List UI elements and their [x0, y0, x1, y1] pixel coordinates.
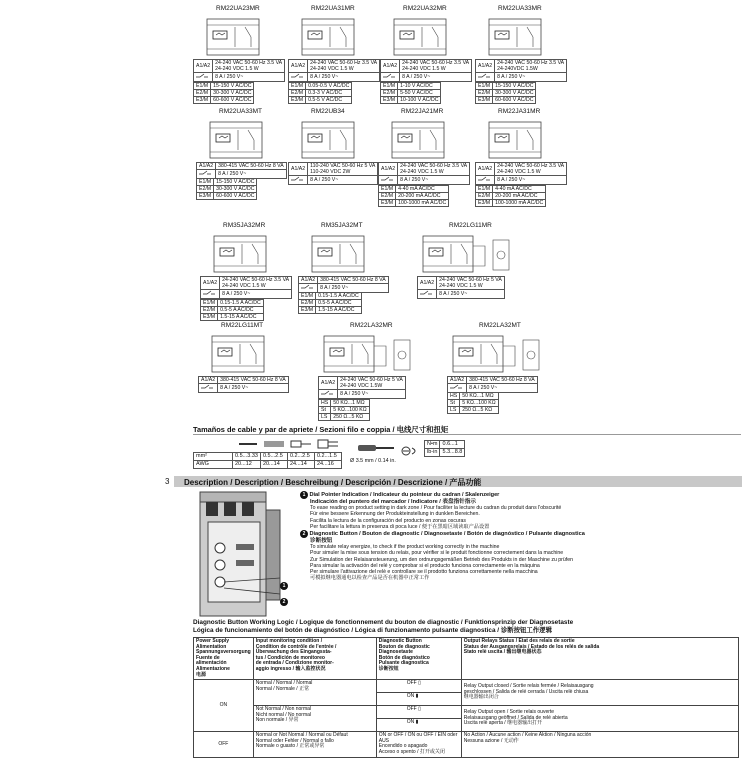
spec-value — [437, 290, 505, 299]
range-value: 100-1000 mA AC/DC — [396, 200, 449, 207]
desc-item-2-line-1: 诊断按钮 — [310, 538, 333, 544]
spec-key: A1/A2 — [381, 60, 400, 73]
diag-out-closed: Relay Output closed / Sortie relais fermée / Relaisausgang geschlossen / Salida de relé cerrada / Uscita relè chiusa 继电器输出闭合 — [461, 680, 738, 706]
range-value: 60-600 V AC/DC — [493, 97, 536, 104]
section-3-band — [165, 476, 742, 487]
range-key: E1/M — [476, 83, 493, 90]
range-key: HS — [448, 393, 460, 400]
desc-item-2-line-6: Per simulare l'attivazione del relè e controllare se il prodotto funziona correttamente nella macchina — [310, 569, 538, 576]
cable-awg-1: 20...14 — [260, 461, 287, 469]
range-table — [298, 292, 362, 314]
range-value: 60-600 V AC/DC — [211, 97, 254, 104]
contact-icon — [418, 290, 437, 299]
spec-value-line: 8 A / 250 V~ — [497, 177, 526, 183]
callout-1: 1 — [280, 574, 288, 592]
module-title: RM22LA32MR — [350, 322, 393, 329]
range-value: 250 Ω...5 KΩ — [460, 407, 498, 414]
spec-value — [400, 73, 472, 82]
contact-icon — [319, 390, 338, 399]
wiring-schematic — [298, 230, 380, 278]
section-3-title: Description / Description / Beschreibung / Descripción / Descrizione / 产品功能 — [184, 478, 482, 487]
spec-table — [298, 276, 389, 293]
torque-lbin-unit: lb-in — [425, 449, 440, 457]
spec-value — [495, 60, 567, 73]
desc-item-2-line-5: Para simular la activación del relé y comprobar si el producto funciona correctamente en la máquina — [310, 562, 540, 569]
range-key: E2/M — [476, 90, 493, 97]
contact-icon — [201, 290, 220, 299]
range-key: E1/M — [299, 293, 316, 300]
spec-table — [318, 376, 406, 399]
spec-value-line: 8 A / 250 V~ — [402, 74, 431, 80]
range-key: St — [319, 407, 331, 414]
diag-cond-notnormal: Not Normal / Non normal Nicht normal / No normal Non normale / 异常 — [253, 706, 376, 732]
toggle-on-icon: ▮ — [415, 693, 419, 700]
cable-table — [193, 452, 342, 469]
range-value: 5 KΩ...100 KΩ — [460, 400, 498, 407]
range-value: 0.5-5 V AC/DC — [306, 97, 352, 104]
diag-title-line-1: Diagnostic Button Working Logic / Logique de fonctionnement du bouton de diagnostic / Funktionsprinzip der Diagnosetaste — [193, 619, 574, 626]
spec-value — [220, 290, 292, 299]
desc-item-1-line-1: Indicación del puntero del marcador / Indicatore / 表盘指针指示 — [310, 499, 476, 505]
range-key: E3/M — [476, 200, 493, 207]
desc-item-2-line-2: To simulate relay energize, to check if the product working correctly in the machine — [310, 544, 500, 551]
range-table — [447, 392, 499, 414]
spec-value-line: 8 A / 250 V~ — [400, 177, 429, 183]
diag-btn-any: ON or OFF / ON ou OFF / EIN oder AUS Encendido o apagado Acceso o spento / 打开或关闭 — [376, 732, 461, 757]
range-value: 20-200 mA AC/DC — [396, 193, 449, 200]
spec-key: A1/A2 — [197, 163, 216, 170]
spec-value-line: 380-415 VAC 50-60 Hz 8 VA — [218, 163, 284, 169]
range-value: 50 KΩ...1 MΩ — [331, 400, 369, 407]
spec-value-line: 24-240 VAC 50-60 Hz 3.5 VA — [222, 277, 290, 283]
spec-table — [447, 376, 538, 393]
range-key: E2/M — [476, 193, 493, 200]
range-value: 60-600 V AC/DC — [214, 193, 257, 200]
spec-table — [198, 376, 289, 393]
spec-value-line-2: 24-240 VDC 1.5 W — [439, 283, 483, 289]
diag-btn-2 — [376, 706, 461, 719]
spec-key: A1/A2 — [448, 377, 467, 384]
spec-value — [213, 73, 285, 82]
spec-value-line: 24-240 VAC 50-60 Hz 3.5 VA — [497, 163, 565, 169]
diag-table — [193, 637, 739, 758]
diag-btn-1-label: ON — [406, 693, 415, 700]
spec-value-line: 8 A / 250 V~ — [222, 291, 251, 297]
relay-product-illustration — [194, 490, 286, 618]
range-value: 0.15-1.5 A AC/DC — [316, 293, 362, 300]
cable-awg-3: 24...16 — [314, 461, 341, 469]
diag-out-none: No Action / Aucune action / Keine Aktion / Ninguna acción Nessuna azione / 无动作 — [461, 732, 738, 757]
range-value: 15-150 V AC/DC — [493, 83, 536, 90]
diag-btn-0-label: OFF — [406, 680, 417, 687]
range-value: 20-200 mA AC/DC — [493, 193, 546, 200]
range-value: 4-40 mA AC/DC — [493, 186, 546, 193]
spec-value-line: 8 A / 250 V~ — [469, 385, 498, 391]
desc-item-1-line-2: To ease reading on product setting in dark zone / Pour faciliter la lecture du cadran du produit dans l'obscurité — [310, 505, 562, 512]
range-value: 30-300 V AC/DC — [211, 90, 254, 97]
spec-value-line: 24-240 VAC 50-60 Hz 3.5 VA — [215, 60, 283, 66]
cable-icons — [235, 437, 343, 451]
spec-key: A1/A2 — [289, 163, 308, 176]
range-table — [318, 399, 370, 421]
cable-mm2-2: 0.2...2.5 — [287, 453, 314, 461]
wiring-schematic — [475, 13, 557, 61]
wiring-schematic — [288, 116, 370, 164]
diag-btn-3 — [376, 719, 461, 732]
spec-value-line-2: 24-240 VDC 1.5 W — [497, 169, 541, 175]
range-value: 5-50 V AC/DC — [398, 90, 441, 97]
wiring-schematic — [196, 116, 278, 164]
desc-item-2 — [300, 530, 585, 581]
range-value: 50 KΩ...1 MΩ — [460, 393, 498, 400]
range-table — [196, 178, 257, 200]
cable-unit-awg: AWG — [194, 461, 233, 469]
spec-value-line: 24-240 VAC 50-60 Hz 5 VA — [340, 377, 403, 383]
diag-power-off: OFF — [194, 732, 254, 757]
spec-value — [338, 377, 406, 390]
desc-item-1-line-5: Per facilitare la lettura in presenza di poca luce / 便于在黑暗区域读取产品设置 — [310, 523, 490, 530]
contact-icon — [476, 176, 495, 185]
range-key: E2/M — [194, 90, 211, 97]
spec-value — [437, 277, 505, 290]
wiring-schematic — [198, 330, 280, 378]
cable-unit-mm2: mm² — [194, 453, 233, 461]
range-value: 0.5-5 A AC/DC — [316, 300, 362, 307]
range-value: 0.5-5 A AC/DC — [218, 307, 264, 314]
spec-value — [213, 60, 285, 73]
torque-nm-unit: N•m — [425, 441, 440, 449]
spec-table — [196, 162, 287, 179]
ferrule-icon — [291, 441, 311, 447]
range-key: HS — [319, 400, 331, 407]
spec-key: A1/A2 — [289, 60, 308, 73]
range-value: 0.3-3 V AC/DC — [306, 90, 352, 97]
terminal-screw-icon — [400, 446, 420, 456]
desc-item-2-line-4: Zur Simulation der Relaisansteuerung, um den ordnungsgemäßen Betrieb des Produkts in der Maschine zu prüfen — [310, 556, 573, 563]
spec-key: A1/A2 — [418, 277, 437, 290]
range-key: LS — [319, 414, 331, 421]
contact-icon — [381, 73, 400, 82]
spec-value — [218, 384, 289, 393]
cable-mm2-0: 0.5...3.33 — [233, 453, 261, 461]
range-key: E3/M — [197, 193, 214, 200]
contact-icon — [199, 384, 218, 393]
spec-value-line-2: 24-240 VDC 1.5 W — [222, 283, 266, 289]
spec-value — [308, 163, 378, 176]
spec-key: A1/A2 — [194, 60, 213, 73]
diag-power-on: ON — [194, 680, 254, 732]
spec-value — [308, 73, 380, 82]
range-table — [200, 299, 264, 321]
spec-value-line: 24-240 VAC 50-60 Hz 5 VA — [439, 277, 502, 283]
spec-table — [417, 276, 505, 299]
diag-btn-1 — [376, 693, 461, 706]
range-key: E3/M — [289, 97, 306, 104]
range-key: St — [448, 400, 460, 407]
spec-value-line: 8 A / 250 V~ — [439, 291, 468, 297]
range-key: E2/M — [201, 307, 218, 314]
range-value: 100-1000 mA AC/DC — [493, 200, 546, 207]
desc-item-1-number: 1 — [300, 491, 308, 499]
diag-out-open: Relay Output open / Sortie relais ouverte Relaisausgang geöffnet / Salida de relé abierta Uscita relè aperta / 继电器输出打开 — [461, 706, 738, 732]
spec-table — [378, 162, 470, 185]
range-key: E3/M — [379, 200, 396, 207]
range-key: LS — [448, 407, 460, 414]
spec-key: A1/A2 — [319, 377, 338, 390]
toggle-off-icon: ▯ — [418, 680, 421, 687]
range-table — [378, 185, 449, 207]
range-value: 1-10 V AC/DC — [398, 83, 441, 90]
range-key: E2/M — [381, 90, 398, 97]
range-value: 1.5-15 A AC/DC — [316, 307, 362, 314]
range-value: 250 Ω...5 KΩ — [331, 414, 369, 421]
range-key: E3/M — [299, 307, 316, 314]
range-key: E3/M — [476, 97, 493, 104]
wiring-schematic — [447, 330, 547, 378]
module-title: RM22LG11MR — [449, 222, 492, 229]
module-title: RM22UA32MR — [403, 5, 447, 12]
range-key: E3/M — [194, 97, 211, 104]
spec-value-line: 110-240 VAC 50-60 Hz 5 VA — [310, 163, 376, 169]
range-value: 30-300 V AC/DC — [214, 186, 257, 193]
spec-key: A1/A2 — [201, 277, 220, 290]
range-value: 4-40 mA AC/DC — [396, 186, 449, 193]
range-table — [475, 82, 536, 104]
spec-value — [218, 377, 289, 384]
range-table — [288, 82, 352, 104]
cable-divider — [193, 434, 741, 435]
wiring-schematic — [380, 13, 462, 61]
wiring-schematic — [475, 116, 557, 164]
contact-icon — [379, 176, 398, 185]
diag-header-output: Output Relays Status / Etat des relais de sortie Status der Ausgangsrelais / Estado de los relés de salida Stato relè uscita / 输出继电器状态 — [461, 638, 738, 680]
spec-value-line: 8 A / 250 V~ — [310, 74, 339, 80]
range-key: E2/M — [197, 186, 214, 193]
spec-value-line-2: 24-240 VDC 1.5 W — [400, 169, 444, 175]
range-table — [475, 185, 546, 207]
module-title: RM22UA23MR — [216, 5, 260, 12]
diag-btn-2-label: OFF — [406, 706, 417, 713]
spec-value — [308, 176, 378, 185]
diag-header-input: Input monitoring condition / Condition de contrôle de l'entrée / Überwachung des Eingangssta- tus / Condición de monitoreo de entrada / Condizione monitor- aggio ingresso / 输入监控状况 — [253, 638, 376, 680]
torque-table — [424, 440, 465, 457]
spec-value — [220, 277, 292, 290]
range-key: E1/M — [194, 83, 211, 90]
screwdriver-size: Ø 3.5 mm / 0.14 in. — [350, 458, 396, 464]
toggle-off-icon: ▯ — [418, 706, 421, 713]
module-title: RM22LG11MT — [221, 322, 264, 329]
spec-key: A1/A2 — [199, 377, 218, 384]
module-title: RM22JA21MR — [401, 108, 444, 115]
wiring-schematic — [288, 13, 370, 61]
module-title: RM35JA32MR — [223, 222, 266, 229]
range-key: E3/M — [201, 314, 218, 321]
range-table — [193, 82, 254, 104]
desc-item-1-line-4: Facilita la lectura de la configuración del producto en zonas oscuras — [310, 517, 467, 524]
spec-value-line: 24-240 VAC 50-60 Hz 3.5 VA — [310, 60, 378, 66]
contact-icon — [476, 73, 495, 82]
range-key: E2/M — [289, 90, 306, 97]
spec-value — [338, 390, 406, 399]
range-value: 30-300 V AC/DC — [493, 90, 536, 97]
callout-2: 2 — [280, 590, 288, 608]
cable-mm2-1: 0.5...2.5 — [260, 453, 287, 461]
spec-value — [398, 163, 470, 176]
diag-title-line-2: Lógica de funcionamiento del botón de diagnóstico / Lógica di funzionamento pulsante diagnostica / 诊断按钮工作逻辑 — [193, 627, 552, 634]
range-value: 5 KΩ...100 KΩ — [331, 407, 369, 414]
spec-value-line: 24-240 VAC 50-60 Hz 3.5 VA — [402, 60, 470, 66]
spec-table — [380, 59, 472, 82]
spec-value-line-2: 24-240 VDC 1.5 W — [402, 66, 446, 72]
spec-value-line: 380-415 VAC 50-60 Hz 8 VA — [320, 277, 386, 283]
diag-header-power: Power Supply Alimentation Spannungsversorgung Fuente de alimentación Alimentazione 电源 — [194, 638, 254, 680]
desc-item-2-line-0: Diagnostic Button / Bouton de diagnostic / Diagnosetaste / Botón de diagnóstico / Pulsante diagnostica — [309, 531, 585, 537]
spec-value-line: 380-415 VAC 50-60 Hz 8 VA — [469, 377, 535, 383]
spec-value-line: 8 A / 250 V~ — [218, 171, 247, 177]
desc-item-1 — [300, 491, 561, 530]
wiring-schematic — [200, 230, 282, 278]
spec-value — [318, 277, 389, 284]
section-number: 3 — [165, 477, 170, 486]
range-value: 0.05-0.5 V AC/DC — [306, 83, 352, 90]
module-title: RM22UA31MR — [311, 5, 355, 12]
diag-btn-3-label: ON — [406, 719, 415, 726]
spec-value-line: 24-240 VAC 50-60 Hz 3.5 VA — [400, 163, 468, 169]
range-key: E2/M — [379, 193, 396, 200]
double-ferrule-icon — [318, 440, 338, 448]
wiring-schematic — [417, 230, 517, 278]
spec-key: A1/A2 — [299, 277, 318, 284]
spec-value-line: 24-240 VAC 50-60 Hz 3.5 VA — [497, 60, 565, 66]
spec-value-line-2: 24-240VDC 1.5W — [497, 66, 538, 72]
cable-title: Tamaños de cable y par de apriete / Sezioni filo e coppia / 电线尺寸和扭矩 — [193, 425, 449, 434]
module-title: RM22UA33MR — [498, 5, 542, 12]
cable-mm2-3: 0.2...1.5 — [314, 453, 341, 461]
range-key: E1/M — [381, 83, 398, 90]
toggle-on-icon: ▮ — [415, 719, 419, 726]
spec-value — [495, 163, 567, 176]
diag-title — [193, 619, 573, 635]
spec-value — [216, 163, 287, 170]
spec-value-line: 8 A / 250 V~ — [497, 74, 526, 80]
module-title: RM35JA32MT — [321, 222, 363, 229]
range-value: 10-100 V AC/DC — [398, 97, 441, 104]
spec-value-line-2: 24-240 VDC 1.5W — [340, 383, 383, 389]
spec-key: A1/A2 — [379, 163, 398, 176]
spec-value-line: 8 A / 250 V~ — [220, 385, 249, 391]
desc-item-1-line-0: Dial Pointer Indication / Indicateur du pointeur du cadran / Skalenzeiger — [309, 492, 500, 498]
spec-key: A1/A2 — [476, 60, 495, 73]
spec-value — [467, 377, 538, 384]
spec-table — [475, 162, 567, 185]
wiring-schematic — [193, 13, 275, 61]
spec-value — [308, 60, 380, 73]
spec-value-line-2: 24-240 VDC 1.5 W — [215, 66, 259, 72]
range-key: E1/M — [379, 186, 396, 193]
desc-item-1-line-3: Für eine bessere Erkennung der Produkteinstellung in dunklen Bereichen. — [310, 511, 480, 518]
spec-value — [495, 176, 567, 185]
module-title: RM22LA32MT — [479, 322, 521, 329]
contact-icon — [289, 73, 308, 82]
spec-value-line: 8 A / 250 V~ — [310, 177, 339, 183]
stranded-wire-icon — [264, 442, 284, 446]
torque-nm-value: 0.6...1 — [440, 441, 465, 449]
diag-cond-normal: Normal / Normal / Normal Normal / Normale / 正常 — [253, 680, 376, 706]
desc-item-2-number: 2 — [300, 530, 308, 538]
desc-item-2-line-3: Pour simuler la mise sous tension du relais, pour vérifier si le produit fonctionne correctement dans la machine — [310, 550, 564, 557]
wiring-schematic — [318, 330, 418, 378]
module-title: RM22JA31MR — [498, 108, 541, 115]
spec-value-line-2: 24-240 VDC 1.5 W — [310, 66, 354, 72]
diag-cond-any: Normal or Not Normal / Normal ou Défaut Normal oder Fehler / Normal o fallo Normale o guasto / 正常或异常 — [253, 732, 376, 757]
range-key: E1/M — [476, 186, 493, 193]
torque-lbin-value: 5.3...8.8 — [440, 449, 465, 457]
spec-value-line-2: 110-240 VDC 2W — [310, 169, 351, 175]
range-key: E1/M — [197, 179, 214, 186]
screwdriver-icon — [356, 440, 398, 456]
spec-key: A1/A2 — [476, 163, 495, 176]
spec-value — [398, 176, 470, 185]
module-title: RM22UA33MT — [219, 108, 262, 115]
spec-table — [193, 59, 285, 82]
contact-icon — [194, 73, 213, 82]
wiring-schematic — [378, 116, 460, 164]
spec-value-line: 8 A / 250 V~ — [320, 285, 349, 291]
spec-table — [288, 162, 378, 185]
range-key: E1/M — [201, 300, 218, 307]
range-value: 15-150 V AC/DC — [214, 179, 257, 186]
range-value: 1.5-15 A AC/DC — [218, 314, 264, 321]
range-key: E3/M — [381, 97, 398, 104]
spec-value-line: 8 A / 250 V~ — [215, 74, 244, 80]
contact-icon — [289, 176, 308, 185]
range-table — [380, 82, 441, 104]
spec-value-line: 8 A / 250 V~ — [340, 391, 369, 397]
spec-value-line: 380-415 VAC 50-60 Hz 8 VA — [220, 377, 286, 383]
range-key: E1/M — [289, 83, 306, 90]
spec-table — [288, 59, 380, 82]
spec-table — [200, 276, 292, 299]
range-value: 15-150 V AC/DC — [211, 83, 254, 90]
cable-awg-2: 24...14 — [287, 461, 314, 469]
spec-table — [475, 59, 567, 82]
module-title: RM22UB34 — [311, 108, 345, 115]
range-value: 0.15-1.5 A AC/DC — [218, 300, 264, 307]
cable-awg-0: 20...12 — [233, 461, 261, 469]
range-key: E2/M — [299, 300, 316, 307]
diag-header-button: Diagnostic Button Bouton de diagnostic Diagnosetaste Botón de diagnóstico Pulsante diagnostica 诊断按钮 — [376, 638, 461, 680]
diag-btn-0 — [376, 680, 461, 693]
spec-value — [495, 73, 567, 82]
spec-value — [400, 60, 472, 73]
desc-item-2-line-7: 可模拟继电器通电以检查产品是否在机器中正常工作 — [310, 575, 430, 582]
